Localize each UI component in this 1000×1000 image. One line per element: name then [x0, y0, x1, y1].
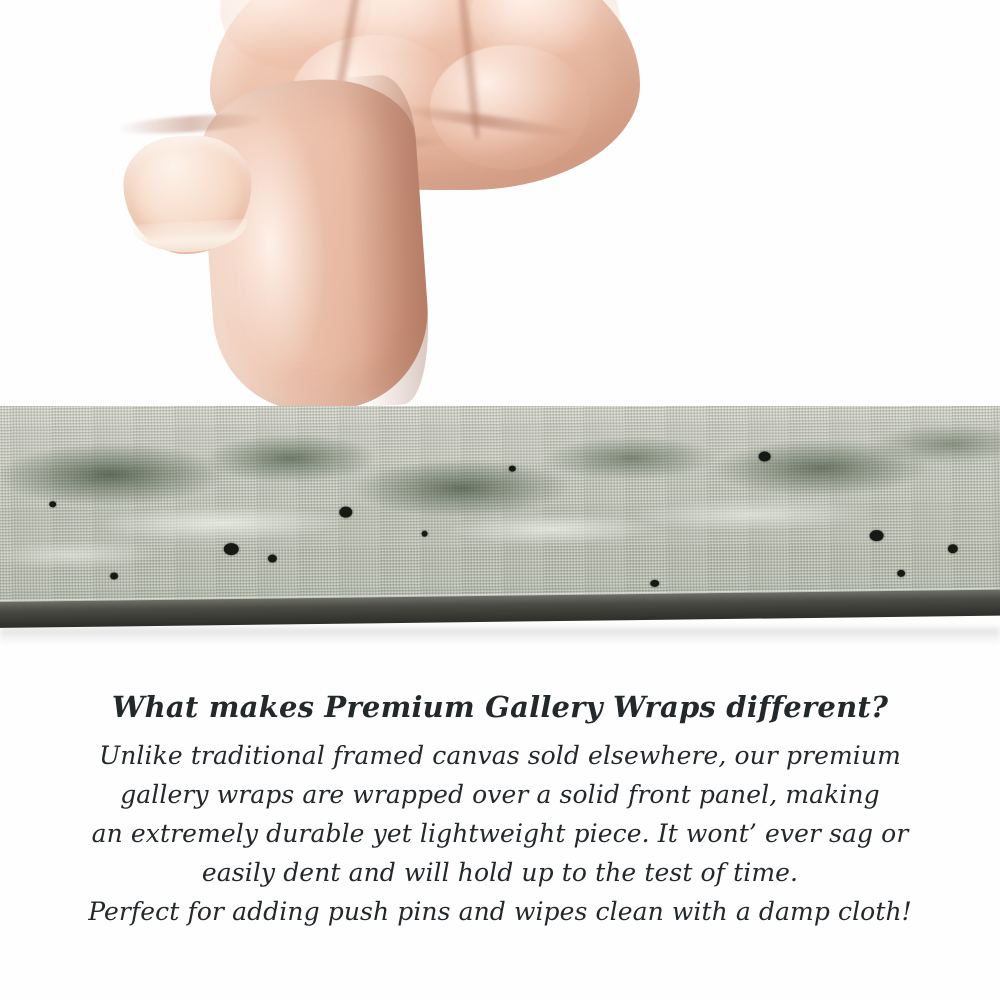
canvas-speck	[268, 555, 277, 563]
canvas-speck	[870, 530, 884, 541]
fingernail	[121, 133, 255, 258]
canvas-speck	[759, 451, 771, 461]
caption-line: easily dent and will hold up to the test of time.	[201, 858, 799, 887]
canvas-speck	[339, 507, 352, 518]
canvas-edge-region	[0, 406, 1000, 641]
canvas-speck	[49, 501, 56, 507]
caption-title: What makes Premium Gallery Wraps different?	[111, 690, 889, 724]
caption-line: gallery wraps are wrapped over a solid front panel, making	[120, 780, 880, 809]
canvas-drop-shadow	[0, 628, 1000, 644]
caption-block	[0, 690, 1000, 931]
caption-line: an extremely durable yet lightweight piece. It wont’ ever sag or	[91, 819, 909, 848]
canvas-speck	[509, 466, 516, 472]
canvas-speck	[897, 570, 905, 577]
canvas-speck	[948, 544, 958, 553]
canvas-speck	[422, 531, 428, 537]
canvas-speck	[224, 543, 239, 555]
knuckle-bump	[430, 45, 590, 170]
canvas-speck	[110, 572, 118, 579]
hand-illustration	[90, 0, 650, 410]
hand-photo-region	[0, 0, 1000, 410]
canvas-speck	[650, 580, 659, 587]
caption-line: Unlike traditional framed canvas sold elsewhere, our premium	[99, 741, 901, 770]
canvas-printed-face	[0, 406, 1000, 616]
caption-line: Perfect for adding push pins and wipes clean with a damp cloth!	[88, 897, 912, 926]
